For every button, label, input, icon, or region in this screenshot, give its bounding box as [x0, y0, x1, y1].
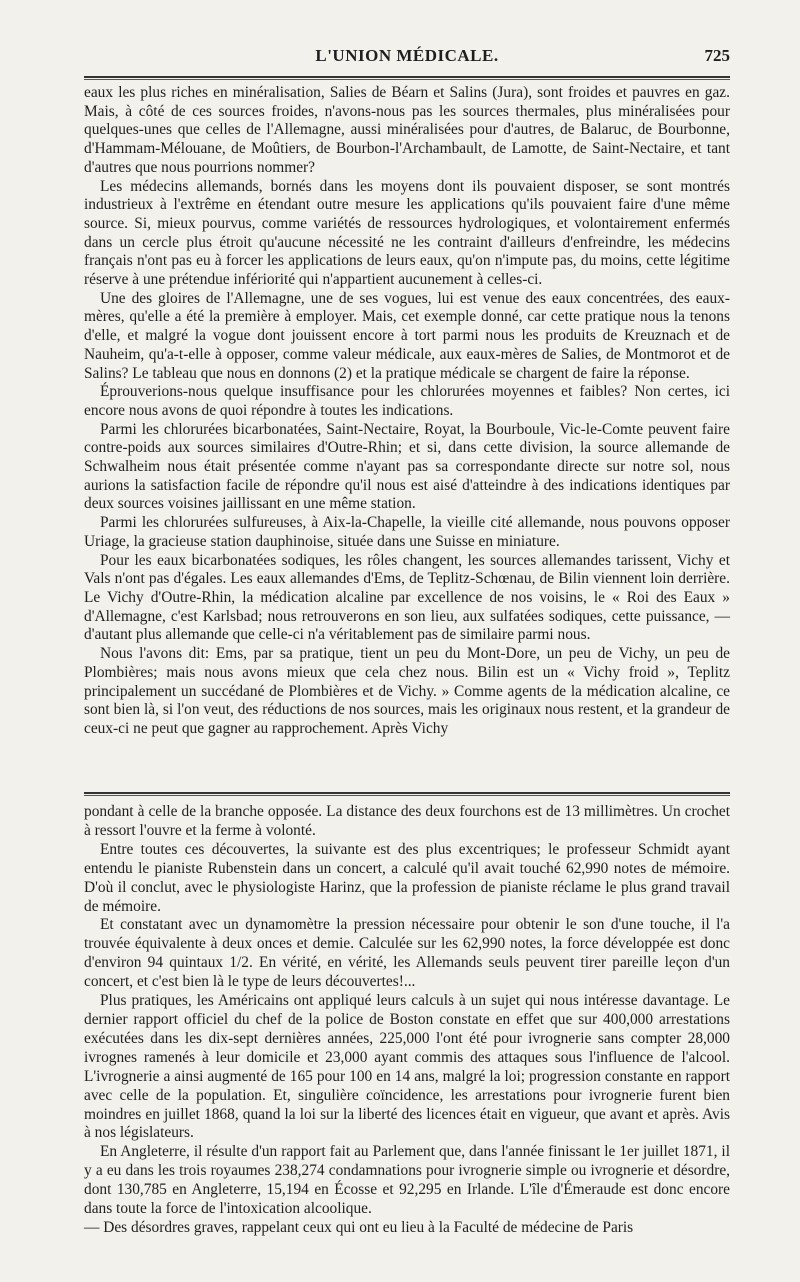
feuilleton-paragraph: En Angleterre, il résulte d'un rapport fait au Parlement que, dans l'année finissant le 1er juillet 1871, il y a eu dans les trois royaumes 238,274 condamnations pour ivrognerie simple ou ivrognerie et désordre, dont 130,785 en Angleterre, 15,194 en Écosse et 92,295 en Irlande. L'île d'Émeraude est donc encore dans toute la force de l'intoxication alcoolique. [84, 1143, 730, 1218]
page-header [84, 44, 730, 72]
header-rule [84, 76, 730, 80]
article-body [84, 84, 730, 739]
feuilleton-body [84, 803, 730, 1238]
feuilleton-paragraph: — Des désordres graves, rappelant ceux qui ont eu lieu à la Faculté de médecine de Paris [84, 1218, 634, 1236]
article-paragraph: eaux les plus riches en minéralisation, Salies de Béarn et Salins (Jura), sont froides et pauvres en gaz. Mais, à côté de ces sources froides, n'avons-nous pas les sources thermales, plus minéralisées pour quelques-unes que celles de l'Allemagne, aussi minéralisées pour d'autres, de Balaruc, de Bourbonne, d'Hammam-Mélouane, de Moûtiers, de Bourbon-l'Archambault, de Lamotte, de Saint-Nectaire, et tant d'autres que nous pourrions nommer? [84, 84, 730, 176]
running-title: L'UNION MÉDICALE. [315, 46, 499, 65]
article-paragraph: Parmi les chlorurées bicarbonatées, Saint-Nectaire, Royat, la Bourboule, Vic-le-Comte peuvent faire contre-poids aux sources similaires d'Outre-Rhin; et si, dans cette division, la source allemande de Schwalheim nous était présentée comme n'ayant pas sa correspondante directe sur notre sol, nous aurions la satisfaction facile de répondre qu'il nous est aisé d'atteindre à des indications identiques par deux sources voisines jaillissant en une même station. [84, 420, 730, 513]
feuilleton-paragraph: Et constatant avec un dynamomètre la pression nécessaire pour obtenir le son d'une touche, il l'a trouvée équivalente à deux onces et demie. Calculée sur les 62,990 notes, la force développée est donc d'environ 94 quintaux 1/2. En vérité, en vérité, les Allemands seuls peuvent tirer pareille leçon d'un concert, et c'est bien là le type de leurs découvertes!... [84, 916, 730, 991]
article-paragraph: Les médecins allemands, bornés dans les moyens dont ils pouvaient disposer, se sont montrés industrieux à l'extrême en étendant outre mesure les applications qu'ils pouvaient faire d'une même source. Si, mieux pourvus, comme variétés de ressources hydrologiques, et volontairement enfermés dans un cercle plus étroit qu'aucune nécessité ne les contraint d'ailleurs d'enfreindre, les médecins français n'ont pas eu à forcer les applications de leurs eaux, qu'on n'impute pas, du moins, cette légitime réserve à une prétendue infériorité qui n'appartient aucunement à celles-ci. [84, 177, 730, 289]
article-paragraph: Parmi les chlorurées sulfureuses, à Aix-la-Chapelle, la vieille cité allemande, nous pouvons opposer Uriage, la gracieuse station dauphinoise, située dans une Suisse en miniature. [84, 514, 730, 550]
page-number: 725 [704, 46, 730, 65]
feuilleton-paragraph: pondant à celle de la branche opposée. La distance des deux fourchons est de 13 millimètres. Un crochet à ressort l'ouvre et la ferme à volonté. [84, 803, 730, 839]
feuilleton-paragraph: Entre toutes ces découvertes, la suivante est des plus excentriques; le professeur Schmidt ayant entendu le pianiste Rubenstein dans un concert, a calculé qu'il avait touché 62,990 notes de mémoire. D'où il conclut, avec le physiologiste Harinz, que la profession de pianiste réclame le plus grand travail de mémoire. [84, 840, 730, 915]
feuilleton-rule [84, 792, 730, 796]
article-paragraph: Éprouverions-nous quelque insuffisance pour les chlorurées moyennes et faibles? Non certes, ici encore nous avons de quoi répondre à toutes les indications. [84, 383, 730, 419]
article-paragraph: Pour les eaux bicarbonatées sodiques, les rôles changent, les sources allemandes tarissent, Vichy et Vals n'ont pas d'égales. Les eaux allemandes d'Ems, de Teplitz-Schœnau, de Bilin viennent loin derrière. Le Vichy d'Outre-Rhin, la médication alcaline par excellence de nos voisins, le « Roi des Eaux » d'Allemagne, c'est Karlsbad; nous retrouverons en son lieu, aux sulfatées sodiques, cette puissance, — d'autant plus allemande que celle-ci n'a véritablement pas de similaire parmi nous. [84, 551, 730, 644]
feuilleton-paragraph: Plus pratiques, les Américains ont appliqué leurs calculs à un sujet qui nous intéresse davantage. Le dernier rapport officiel du chef de la police de Boston constate en effet que sur 400,000 arrestations exécutées dans les dix-sept dernières années, 225,000 l'ont été pour ivrognerie sans compter 28,000 ivrognes ramenés à leur domicile et 23,000 ayant commis des attaques sous l'influence de l'alcool. L'ivrognerie a ainsi augmenté de 165 pour 100 en 14 ans, malgré la loi; progression constante en rapport avec celle de la population. Et, singulière coïncidence, les arrestations pour ivrognerie furent bien moindres en juillet 1868, quand la loi sur la liberté des licences était en vigueur, que avant et après. Avis à nos législateurs. [84, 992, 730, 1142]
article-paragraph: Une des gloires de l'Allemagne, une de ses vogues, lui est venue des eaux concentrées, des eaux-mères, qu'elle a été la première à employer. Mais, cet exemple donné, car cette pratique nous la tenons d'elle, et malgré la vogue dont jouissent encore à tort parmi nous les produits de Kreuznach et de Nauheim, qu'a-t-elle à opposer, comme valeur médicale, aux eaux-mères de Salies, de Montmorot et de Salins? Le tableau que nous en donnons (2) et la pratique médicale se chargent de faire la réponse. [84, 289, 730, 382]
article-paragraph: Nous l'avons dit: Ems, par sa pratique, tient un peu du Mont-Dore, un peu de Vichy, un peu de Plombières; mais nous avons mieux que cela chez nous. Bilin est un « Vichy froid », Teplitz principalement un succédané de Plombières et de Vichy. » Comme agents de la médication alcaline, ce sont bien là, si l'on veut, des réductions de nos sources, mais les originaux nous restent, et la grandeur de ceux-ci ne peut que gagner au rapprochement. Après Vichy [84, 645, 730, 737]
